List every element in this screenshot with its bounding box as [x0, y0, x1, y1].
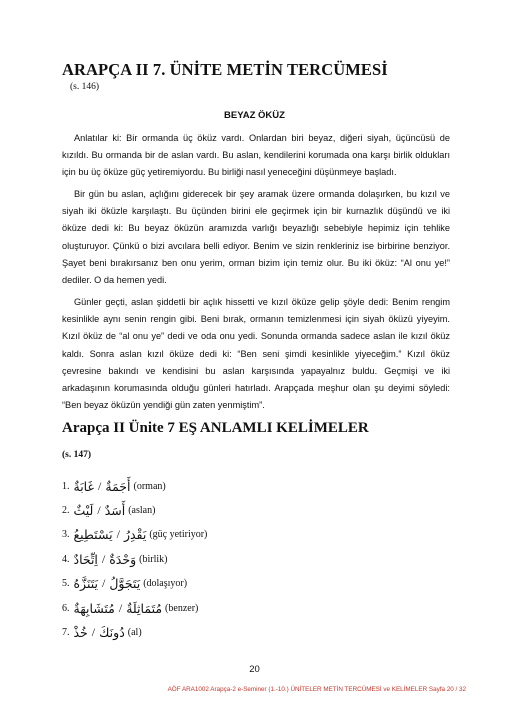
- vocab-item: [62, 596, 207, 620]
- story-title: BEYAZ ÖKÜZ: [224, 110, 285, 121]
- vocab-item: [62, 547, 207, 571]
- vocab-item: [62, 498, 207, 522]
- arabic-word-1: اِتِّحَادٌ: [73, 551, 98, 567]
- vocab-item: [62, 572, 207, 596]
- vocab-item: [62, 523, 207, 547]
- footer-text: AÖF ARA1002 Arapça-2 e-Seminer (1.-10.) ÜNİTELER METİN TERCÜMESİ ve KELİMELER Sayfa 20 / 32: [167, 686, 466, 693]
- page-reference: (s. 146): [70, 82, 100, 92]
- separator: /: [118, 600, 123, 615]
- turkish-gloss: (aslan): [128, 505, 156, 517]
- story-paragraph-3: Günler geçti, aslan şiddetli bir açlık hissetti ve kızıl öküze gelip şöyle dedi: Benim rengim kesinlikle aynı senin rengin gibi. Beni bırak, ormanın temizlenmesi için siyah öküzü yiyeyim. Kızıl öküz de “al onu ye” dedi ve oda onu yedi. Sonunda ormanda sadece aslan ile kızıl öküz kaldı. Sonra aslan kızıl öküze dedi ki: “Ben seni şimdi kesinlikle yiyeceğim.” Kızıl öküz çevresine bakındı ve kendisini bu aslan karşısında yapayalnız buldu. Geçmişi ve iki arkadaşının korumasında olduğu günleri hatırladı. Arapçada meşhur olan şu deyimi söyledi: “Ben beyaz öküzün yendiği gün zaten yenmiştim”.: [62, 297, 450, 411]
- arabic-word-1: غَابَةٌ: [73, 478, 95, 494]
- turkish-gloss: (birlik): [139, 553, 168, 565]
- page-number: 20: [249, 664, 260, 675]
- turkish-gloss: (güç yetiriyor): [149, 529, 208, 541]
- vocab-list: [62, 474, 207, 645]
- vocab-number: 5.: [62, 578, 70, 590]
- vocab-number: 7.: [62, 627, 70, 639]
- vocab-number: 3.: [62, 529, 70, 541]
- vocab-page-reference: (s. 147): [62, 450, 92, 460]
- arabic-word-1: يَسْتَطِيعُ: [73, 527, 113, 543]
- separator: /: [101, 551, 106, 566]
- turkish-gloss: (orman): [133, 480, 166, 492]
- separator: /: [98, 478, 102, 493]
- arabic-word-2: يَقْدِرُ: [123, 527, 147, 543]
- arabic-word-2: دُونَكَ: [99, 625, 125, 641]
- story-paragraph-2: Bir gün bu aslan, açlığını giderecek bir şey aramak üzere ormanda dolaşırken, bu kızıl ve siyah iki öküzle karşılaştı. Bu üçünden birini ele geçirmek için bir kurnazlık düşündü ve iki öküze dedi ki: Bu beyaz öküzün aramızda varlığı beyazlığı sebebiyle hepimiz için tehlike oluşturuyor. Çünkü o bizi avcılara belli ediyor. Benim ve sizin renkleriniz ise birbirine benziyor. Şayet beni bırakırsanız ben onu yerim, orman bizim için temiz olur. Bu iki öküz: “Al onu ye!” dediler. O da hemen yedi.: [62, 189, 450, 286]
- turkish-gloss: (dolaşıyor): [143, 578, 188, 590]
- vocab-number: 4.: [62, 553, 70, 565]
- vocab-number: 2.: [62, 505, 70, 517]
- vocab-number: 1.: [62, 480, 70, 492]
- page-title: ARAPÇA II 7. ÜNİTE METİN TERCÜMESİ: [62, 60, 388, 79]
- arabic-word-2: وَحْدَةٌ: [109, 551, 137, 567]
- vocab-item: [62, 620, 207, 644]
- turkish-gloss: (al): [127, 627, 142, 639]
- arabic-word-2: يَتَجَوَّلُ: [109, 576, 141, 592]
- separator: /: [116, 527, 120, 542]
- arabic-word-1: خُذْ: [73, 625, 88, 641]
- arabic-word-2: أَجَمَةٌ: [105, 478, 131, 494]
- vocab-section-title: Arapça II Ünite 7 EŞ ANLAMLI KELİMELER: [62, 420, 369, 436]
- turkish-gloss: (benzer): [165, 602, 199, 614]
- arabic-word-1: مُتَشَابِهَةٌ: [73, 600, 115, 616]
- vocab-item: [62, 474, 207, 498]
- vocab-number: 6.: [62, 602, 70, 614]
- separator: /: [91, 625, 96, 640]
- separator: /: [101, 576, 106, 591]
- arabic-word-1: يَتَنَزَّهُ: [73, 576, 98, 592]
- arabic-word-2: أَسَدٌ: [104, 503, 126, 519]
- separator: /: [97, 503, 101, 518]
- arabic-word-2: مُتَمَاثِلَةٌ: [126, 600, 163, 616]
- story-paragraph-1: Anlatılar ki: Bir ormanda üç öküz vardı. Onlardan biri beyaz, diğeri siyah, üçüncüsü de kızıldı. Bu ormanda bir de aslan vardı. Bu aslan, kendilerini korumada ona karşı birlik oldukları için bu üç öküze güç yetiremiyordu. Bu birliği nasıl yeneceğini düşünmeye başladı.: [62, 133, 450, 178]
- arabic-word-1: لَيْثٌ: [73, 503, 94, 519]
